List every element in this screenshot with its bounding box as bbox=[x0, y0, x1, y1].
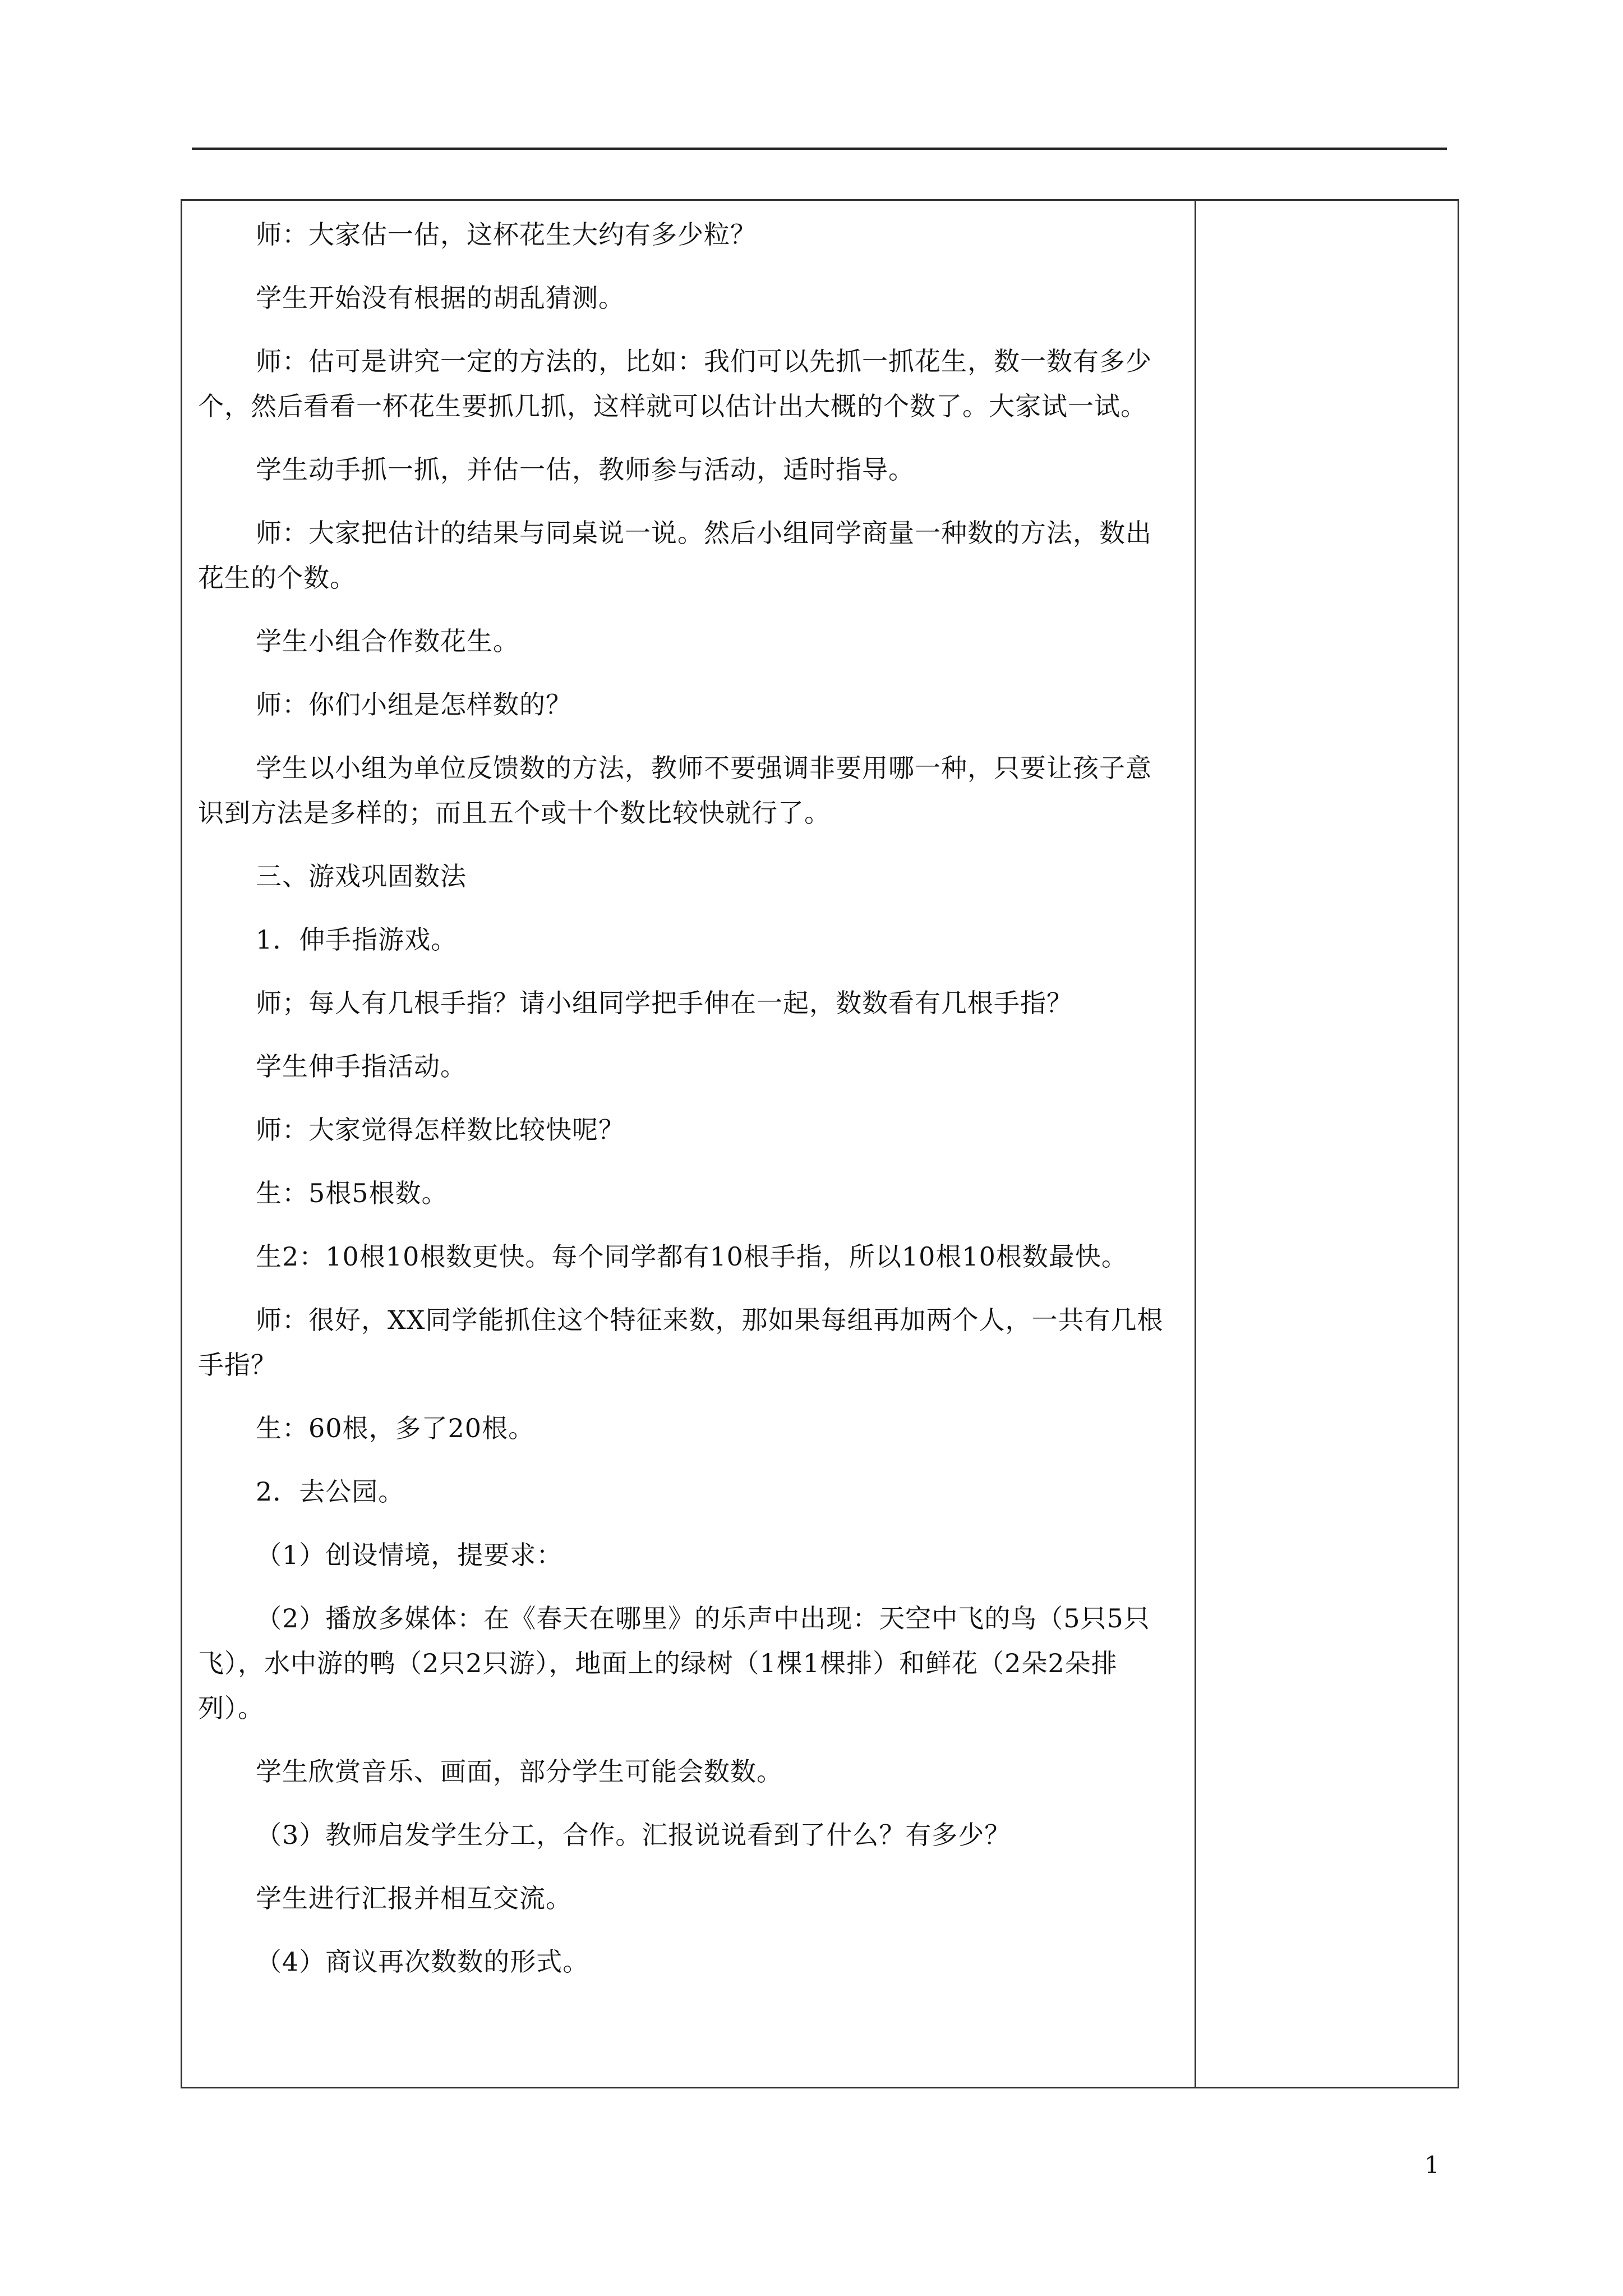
paragraph: 学生开始没有根据的胡乱猜测。 bbox=[256, 283, 625, 313]
paragraph: （4）商议再次数数的形式。 bbox=[256, 1947, 589, 1977]
paragraph: 学生欣赏音乐、画面，部分学生可能会数数。 bbox=[256, 1756, 783, 1787]
paragraph: 学生伸手指活动。 bbox=[256, 1051, 467, 1082]
lesson-plan-table bbox=[181, 199, 1459, 2088]
header-rule bbox=[192, 148, 1447, 150]
page-number: 1 bbox=[1424, 2151, 1440, 2179]
paragraph: 学生小组合作数花生。 bbox=[256, 626, 519, 656]
paragraph: 师；每人有几根手指？请小组同学把手伸在一起，数数看有几根手指？ bbox=[256, 988, 1073, 1018]
paragraph: 师：你们小组是怎样数的？ bbox=[256, 689, 572, 720]
paragraph: 师：估可是讲究一定的方法的，比如：我们可以先抓一抓花生，数一数有多少个，然后看看一杯花生要抓几抓，这样就可以估计出大概的个数了。大家试一试。 bbox=[198, 346, 1152, 421]
paragraph: 师：大家把估计的结果与同桌说一说。然后小组同学商量一种数的方法，数出花生的个数。 bbox=[198, 518, 1152, 593]
notes-cell bbox=[1196, 201, 1458, 2087]
lesson-content-cell bbox=[182, 201, 1196, 2087]
subsection-heading: 1．伸手指游戏。 bbox=[256, 924, 458, 955]
subsection-heading: 2．去公园。 bbox=[256, 1476, 405, 1507]
paragraph: 学生以小组为单位反馈数的方法，教师不要强调非要用哪一种，只要让孩子意识到方法是多样的；而且五个或十个数比较快就行了。 bbox=[198, 753, 1152, 828]
paragraph: （2）播放多媒体：在《春天在哪里》的乐声中出现：天空中飞的鸟（5只5只飞），水中游的鸭（2只2只游），地面上的绿树（1棵1棵排）和鲜花（2朵2朵排列）。 bbox=[198, 1603, 1150, 1723]
paragraph: 生：5根5根数。 bbox=[256, 1178, 448, 1208]
paragraph: 师：很好，XX同学能抓住这个特征来数，那如果每组再加两个人，一共有几根手指？ bbox=[198, 1305, 1164, 1380]
paragraph: 学生动手抓一抓，并估一估，教师参与活动，适时指导。 bbox=[256, 454, 915, 485]
paragraph: 师：大家估一估，这杯花生大约有多少粒？ bbox=[256, 219, 757, 250]
paragraph: （3）教师启发学生分工，合作。汇报说说看到了什么？有多少？ bbox=[256, 1820, 1011, 1850]
paragraph: （1）创设情境，提要求： bbox=[256, 1540, 563, 1570]
paragraph: 生：60根，多了20根。 bbox=[256, 1413, 535, 1443]
paragraph: 学生进行汇报并相互交流。 bbox=[256, 1883, 572, 1913]
paragraph: 生2：10根10根数更快。每个同学都有10根手指，所以10根10根数最快。 bbox=[256, 1241, 1128, 1272]
paragraph: 师：大家觉得怎样数比较快呢？ bbox=[256, 1115, 625, 1145]
section-heading: 三、游戏巩固数法 bbox=[256, 861, 467, 891]
